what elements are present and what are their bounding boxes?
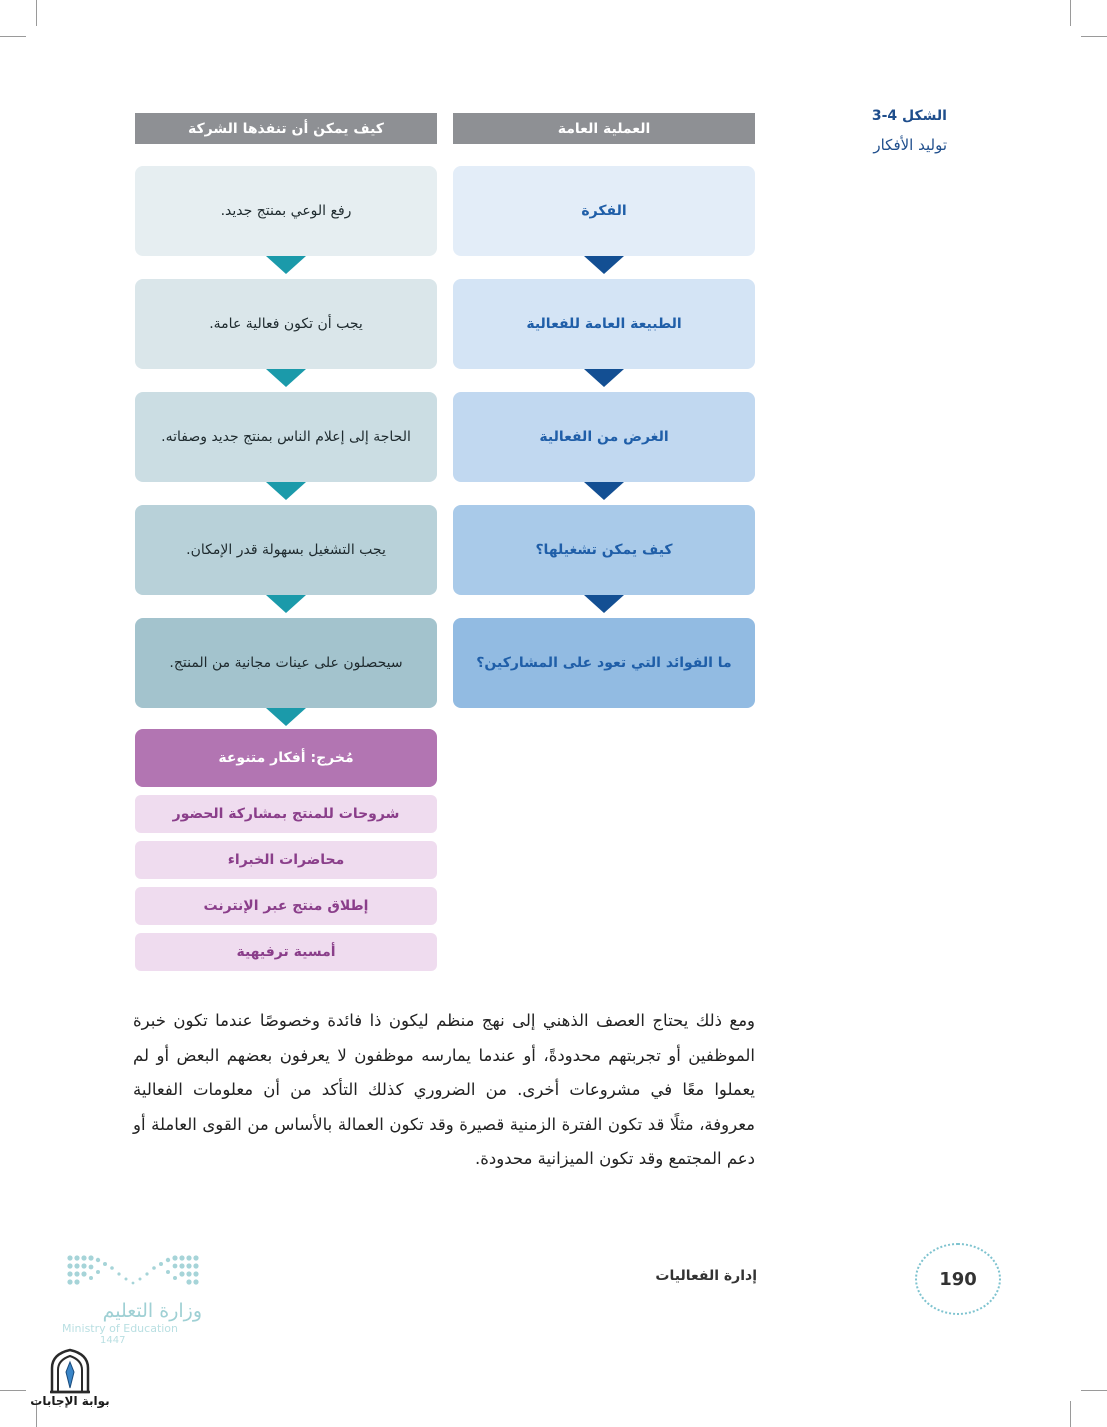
company-column-header: كيف يمكن أن تنفذها الشركة bbox=[135, 113, 437, 144]
ministry-logo bbox=[62, 1252, 202, 1346]
down-arrow-icon bbox=[584, 482, 624, 500]
general-step: ما الفوائد التي تعود على المشاركين؟ bbox=[453, 618, 755, 708]
general-process-header: العملية العامة bbox=[453, 113, 755, 144]
output-item: إطلاق منتج عبر الإنترنت bbox=[135, 887, 437, 925]
down-arrow-icon bbox=[266, 369, 306, 387]
crop-mark bbox=[1081, 1390, 1107, 1391]
down-arrow-icon bbox=[584, 595, 624, 613]
down-arrow-icon bbox=[584, 369, 624, 387]
company-step: يجب التشغيل بسهولة قدر الإمكان. bbox=[135, 505, 437, 595]
page-number: 190 bbox=[915, 1243, 1001, 1315]
book-title: إدارة الفعاليات bbox=[655, 1268, 757, 1284]
ministry-name-ar: وزارة التعليم bbox=[102, 1300, 202, 1322]
output-header: مُخرج: أفكار متنوعة bbox=[135, 729, 437, 787]
watermark-logo bbox=[30, 1348, 110, 1408]
general-step: الطبيعة العامة للفعالية bbox=[453, 279, 755, 369]
output-item: شروحات للمنتج بمشاركة الحضور bbox=[135, 795, 437, 833]
crop-mark bbox=[1081, 36, 1107, 37]
watermark-text: بوابة الإجابات bbox=[30, 1394, 110, 1408]
company-step: الحاجة إلى إعلام الناس بمنتج جديد وصفاته. bbox=[135, 392, 437, 482]
down-arrow-icon bbox=[266, 482, 306, 500]
down-arrow-icon bbox=[266, 595, 306, 613]
gate-icon bbox=[48, 1348, 92, 1394]
crop-mark bbox=[0, 36, 26, 37]
crop-mark bbox=[1070, 0, 1071, 26]
body-paragraph: ومع ذلك يحتاج العصف الذهني إلى نهج منظم ليكون ذا فائدة وخصوصًا عندما تكون خبرة الموظفين أو تجربتهم محدودةً، أو عندما يمارسه موظفون لا يعرفون بعضهم البعض أو لم يعملوا معًا في مشروعات أخرى. من الضروري كذلك التأكد من أن معلومات الفعالية معروفة، مثلًا قد تكون الفترة الزمنية قصيرة وقد تكون العمالة بالأساس من القوى العاملة أو دعم المجتمع وقد تكون الميزانية محدودة. bbox=[133, 1011, 755, 1168]
figure-title: توليد الأفكار bbox=[873, 136, 947, 154]
crop-mark bbox=[0, 1390, 26, 1391]
crop-mark bbox=[1070, 1401, 1071, 1427]
company-step: سيحصلون على عينات مجانية من المنتج. bbox=[135, 618, 437, 708]
company-step: رفع الوعي بمنتج جديد. bbox=[135, 166, 437, 256]
down-arrow-icon bbox=[584, 256, 624, 274]
company-step: يجب أن تكون فعالية عامة. bbox=[135, 279, 437, 369]
output-item: أمسية ترفيهية bbox=[135, 933, 437, 971]
general-step: الفكرة bbox=[453, 166, 755, 256]
output-item: محاضرات الخبراء bbox=[135, 841, 437, 879]
general-step: الغرض من الفعالية bbox=[453, 392, 755, 482]
ministry-dots-icon bbox=[66, 1252, 202, 1296]
down-arrow-icon bbox=[266, 256, 306, 274]
ministry-name-en: Ministry of Education bbox=[62, 1322, 179, 1335]
general-step: كيف يمكن تشغيلها؟ bbox=[453, 505, 755, 595]
crop-mark bbox=[36, 0, 37, 26]
down-arrow-icon bbox=[266, 708, 306, 726]
ministry-year: 1447 bbox=[100, 1335, 126, 1346]
figure-number: الشكل 4-3 bbox=[871, 108, 947, 124]
figure-label bbox=[872, 108, 947, 154]
